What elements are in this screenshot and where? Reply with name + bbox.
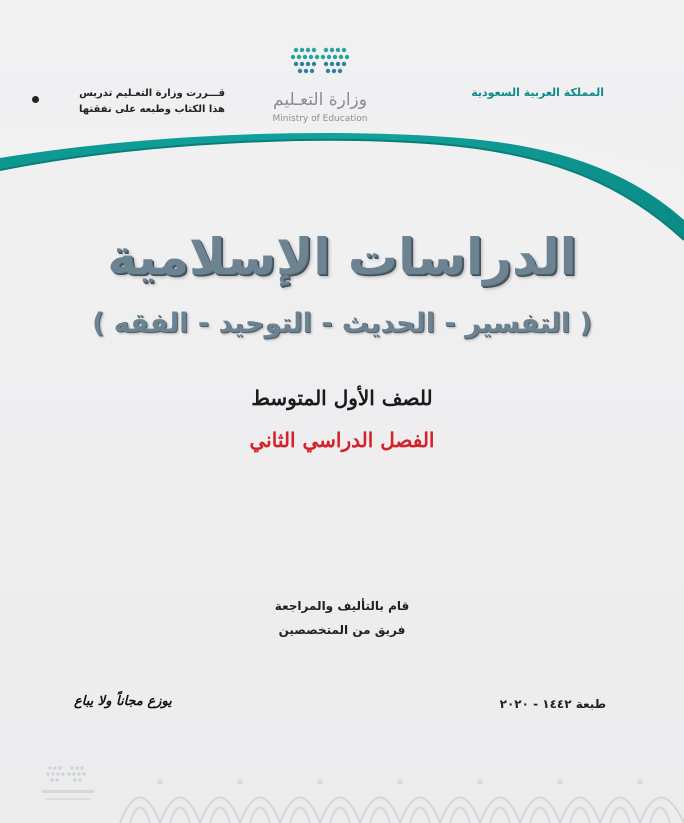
approval-line-1: قـــررت وزارة التعـليم تدريس [79, 88, 225, 99]
authors-credit [0, 594, 684, 642]
book-title: الدراسات الإسلامية [107, 228, 577, 286]
arch-ornament-icon [0, 752, 684, 823]
bullet-dot-icon [32, 96, 39, 103]
authors-line-2: فريق من المتخصصين [278, 623, 406, 637]
authors-line-1: قام بالتأليف والمراجعة [274, 599, 410, 613]
book-subtitle: ( التفسير - الحديث - التوحيد - الفقه ) [92, 308, 592, 339]
ministry-logo [238, 42, 403, 126]
free-distribution-note: يوزع مجاناً ولا يباع [74, 694, 172, 709]
ministry-name-arabic: وزارة التعـليم [273, 90, 367, 110]
country-name: المملكة العربية السعودية [471, 86, 604, 99]
grade-level: للصف الأول المتوسط [251, 386, 433, 410]
ministry-watermark-icon [36, 762, 100, 812]
approval-note [40, 86, 225, 118]
semester-label: الفصل الدراسي الثاني [249, 428, 435, 452]
approval-line-2: هذا الكتاب وطبعه على نفقتها [79, 104, 225, 115]
edition-label: طبعة ١٤٤٢ - ٢٠٢٠ [499, 697, 606, 711]
ministry-name-english: Ministry of Education [272, 114, 368, 124]
ministry-dots-icon [238, 42, 403, 92]
